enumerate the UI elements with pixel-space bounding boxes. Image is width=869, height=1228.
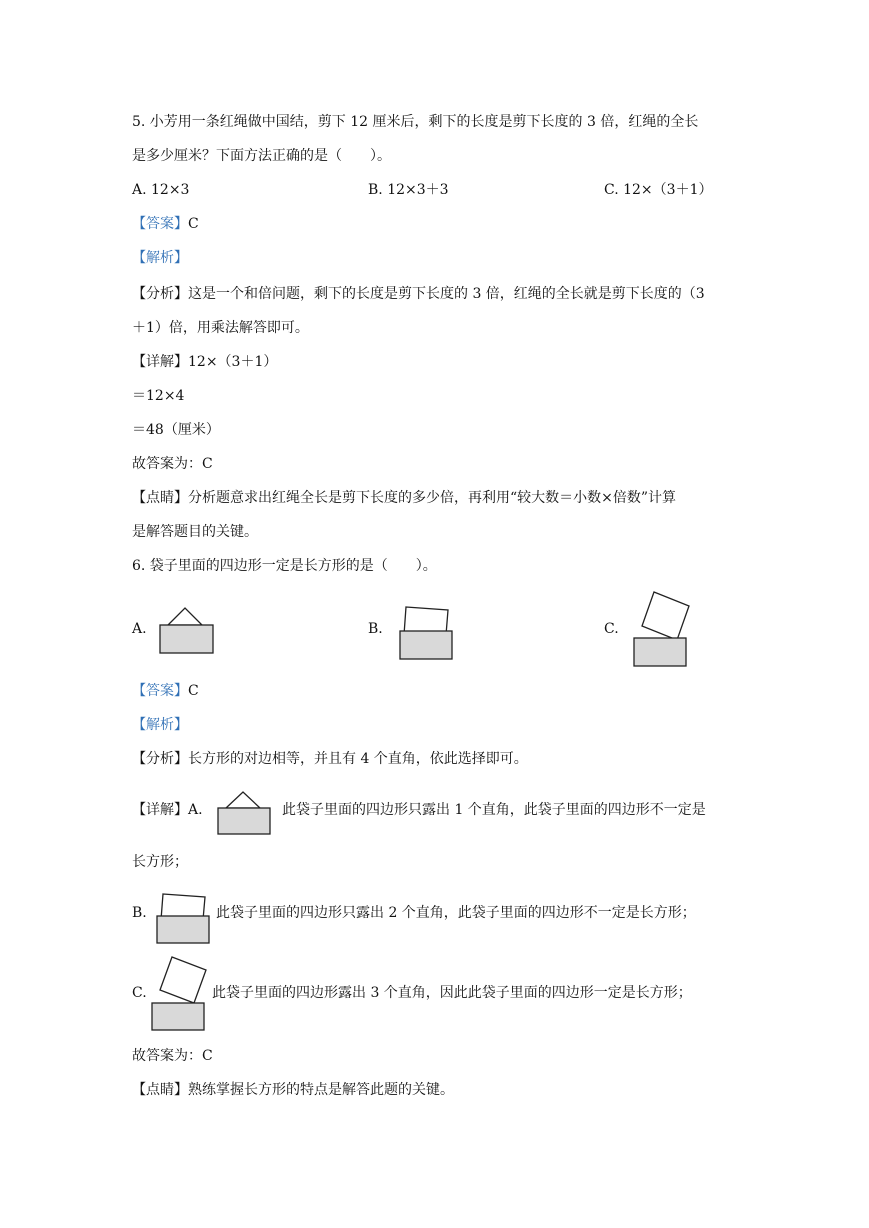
bag-rect [218,808,270,834]
fenxi-tag: 【分析】 [132,286,188,302]
detail-c-text: 此袋子里面的四边形露出 3 个直角，因此此袋子里面的四边形一定是长方形； [212,985,692,1001]
q5-option-b: B. 12×3＋3 [368,182,449,198]
q5-conclusion: 故答案为：C [132,456,213,472]
q6-answer [132,681,199,701]
rotated-rect-shape [160,957,206,1003]
q5-answer [132,214,199,234]
detail-a-text2: 长方形； [132,854,188,870]
dianjing-text: 熟练掌握长方形的特点是解答此题的关键。 [188,1082,454,1098]
bag-rect [634,638,686,666]
figure-bag-a [158,605,218,655]
q5-xiangjie [132,352,277,372]
calc-step-3: ＝48（厘米） [132,422,220,438]
q6-detail-a [132,800,203,820]
q5-option-c: C. 12×（3＋1） [604,182,713,198]
bag-rect [160,625,213,653]
detail-c-label: C. [132,985,147,1001]
answer-value: C [188,683,199,699]
q5-fenxi-line1 [132,284,705,304]
q6-conclusion: 故答案为：C [132,1048,213,1064]
detail-figure-a [216,790,274,836]
xiangjie-tag: 【详解】 [132,354,188,370]
q5-stem-line1: 5. 小芳用一条红绳做中国结，剪下 12 厘米后，剩下的长度是剪下长度的 3 倍，红绳的全长 [132,114,699,130]
rotated-rect-shape [642,592,689,640]
detail-figure-b [155,892,211,946]
figure-bag-c [632,590,688,668]
detail-b-label: B. [132,905,147,921]
bag-rect [400,631,452,659]
detail-a-text1: 此袋子里面的四边形只露出 1 个直角，此袋子里面的四边形不一定是 [282,802,706,818]
detail-a-label: A. [188,802,203,818]
calc-step-1: 12×（3＋1） [188,354,278,370]
q6-stem: 6. 袋子里面的四边形一定是长方形的是（ ）。 [132,558,437,574]
answer-value: C [188,216,199,232]
bag-rect [157,916,209,943]
q6-dianjing [132,1080,454,1100]
triangle-corner-shape [226,792,260,808]
q6-option-c-label: C. [604,621,619,637]
xiangjie-tag: 【详解】 [132,802,188,818]
q5-fenxi-line2: ＋1）倍，用乘法解答即可。 [132,320,309,336]
q6-analysis-tag: 【解析】 [132,717,188,733]
dianjing-tag: 【点睛】 [132,490,188,506]
answer-tag: 【答案】 [132,683,188,699]
fenxi-text: 长方形的对边相等，并且有 4 个直角，依此选择即可。 [188,751,528,767]
q5-stem-line2: 是多少厘米？下面方法正确的是（ ）。 [132,148,391,164]
detail-figure-c [150,955,208,1033]
detail-b-text: 此袋子里面的四边形只露出 2 个直角，此袋子里面的四边形不一定是长方形； [216,905,696,921]
calc-step-2: ＝12×4 [132,388,185,404]
answer-tag: 【答案】 [132,216,188,232]
q6-option-a-label: A. [132,621,147,637]
q5-analysis-tag: 【解析】 [132,250,188,266]
q5-option-a: A. 12×3 [132,182,190,198]
bag-rect [152,1003,204,1030]
figure-bag-b [398,605,454,661]
triangle-corner-shape [168,608,202,625]
q5-dianjing-line1 [132,488,676,508]
fenxi-tag: 【分析】 [132,751,188,767]
fenxi-text: 这是一个和倍问题，剩下的长度是剪下长度的 3 倍，红绳的全长就是剪下长度的（3 [188,286,705,302]
q6-fenxi [132,749,528,769]
dianjing-tag: 【点睛】 [132,1082,188,1098]
q5-dianjing-line2: 是解答题目的关键。 [132,524,258,540]
q6-option-b-label: B. [368,621,383,637]
dianjing-text: 分析题意求出红绳全长是剪下长度的多少倍，再利用“较大数＝小数×倍数”计算 [188,490,677,506]
